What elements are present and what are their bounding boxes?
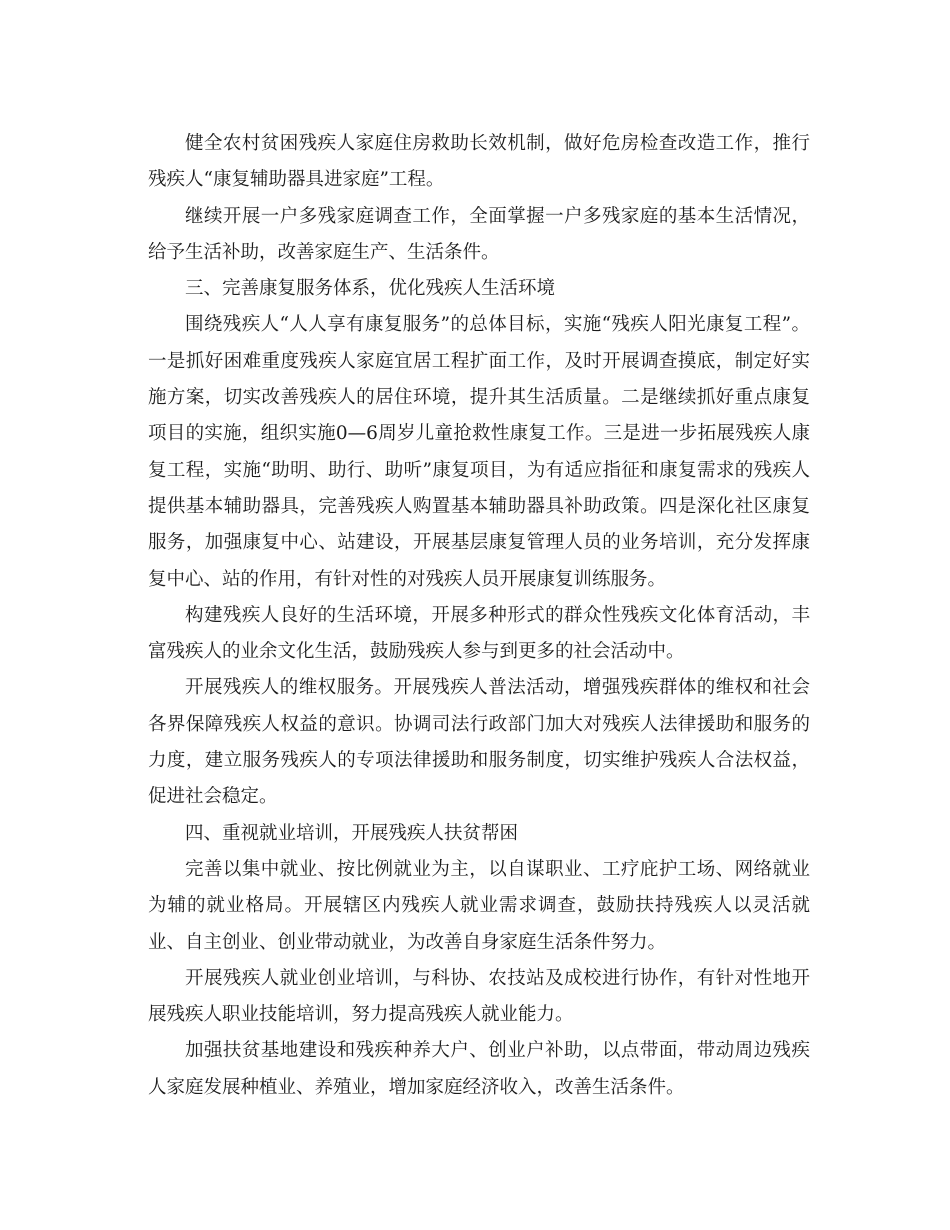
section-heading: 四、重视就业培训，开展残疾人扶贫帮困 xyxy=(185,822,519,844)
paragraph: 开展残疾人就业创业培训，与科协、农技站及成校进行协作，有针对性地开展残疾人职业技能培训，努力提高残疾人就业能力。 xyxy=(148,967,810,1026)
paragraph: 开展残疾人的维权服务。开展残疾人普法活动，增强残疾群体的维权和社会各界保障残疾人权益的意识。协调司法行政部门加大对残疾人法律援助和服务的力度，建立服务残疾人的专项法律援助和服务制度，切实维护残疾人合法权益，促进社会稳定。 xyxy=(148,677,810,808)
paragraph: 健全农村贫困残疾人家庭住房救助长效机制，做好危房检查改造工作，推行残疾人“康复辅助器具进家庭”工程。 xyxy=(148,133,810,191)
document-body xyxy=(148,126,810,1106)
paragraph: 完善以集中就业、按比例就业为主，以自谋职业、工疗庇护工场、网络就业为辅的就业格局。开展辖区内残疾人就业需求调查，鼓励扶持残疾人以灵活就业、自主创业、创业带动就业，为改善自身家庭生活条件努力。 xyxy=(148,858,810,953)
paragraph: 构建残疾人良好的生活环境，开展多种形式的群众性残疾文化体育活动，丰富残疾人的业余文化生活，鼓励残疾人参与到更多的社会活动中。 xyxy=(148,604,810,663)
paragraph: 继续开展一户多残家庭调查工作，全面掌握一户多残家庭的基本生活情况，给予生活补助，改善家庭生产、生活条件。 xyxy=(148,205,810,263)
section-heading: 三、完善康复服务体系，优化残疾人生活环境 xyxy=(185,278,556,300)
paragraph: 加强扶贫基地建设和残疾种养大户、创业户补助，以点带面，带动周边残疾人家庭发展种植业、养殖业，增加家庭经济收入，改善生活条件。 xyxy=(148,1040,810,1098)
paragraph: 围绕残疾人“人人享有康复服务”的总体目标，实施“残疾人阳光康复工程”。一是抓好困难重度残疾人家庭宜居工程扩面工作，及时开展调查摸底，制定好实施方案，切实改善残疾人的居住环境，提升其生活质量。二是继续抓好重点康复项目的实施，组织实施0—6周岁儿童抢救性康复工作。三是进一步拓展残疾人康复工程，实施“助明、助行、助听”康复项目，为有适应指征和康复需求的残疾人提供基本辅助器具，完善残疾人购置基本辅助器具补助政策。四是深化社区康复服务，加强康复中心、站建设，开展基层康复管理人员的业务培训，充分发挥康复中心、站的作用，有针对性的对残疾人员开展康复训练服务。 xyxy=(148,314,810,590)
